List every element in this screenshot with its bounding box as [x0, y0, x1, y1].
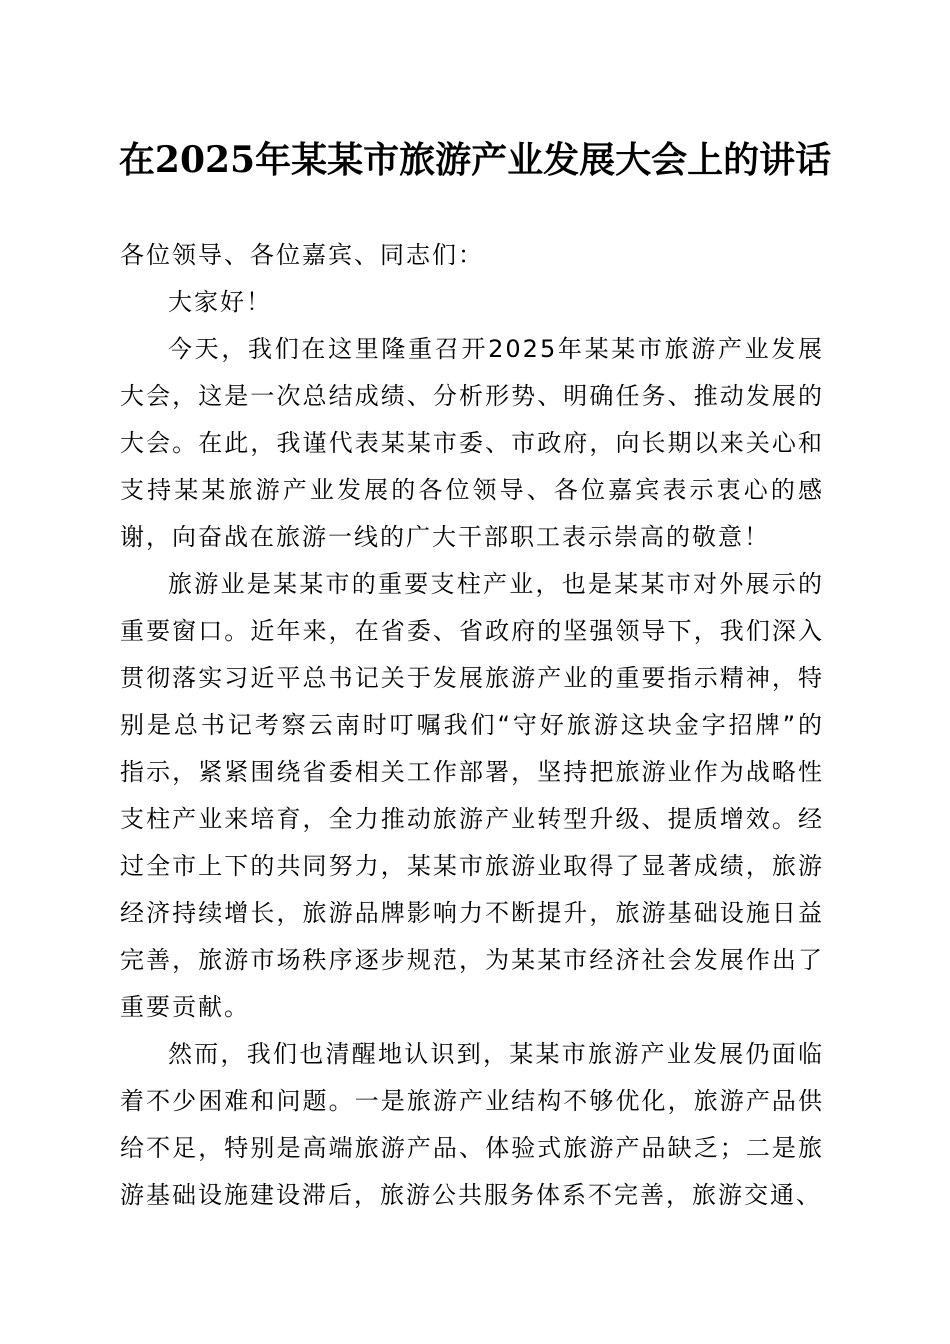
paragraph-greeting: 大家好！	[168, 288, 272, 316]
paragraph-problems: 然而，我们也清醒地认识到，某某市旅游产业发展仍面临着不少困难和问题。一是旅游产业结构不够优化，旅游产品供给不足，特别是高端旅游产品、体验式旅游产品缺乏；二是旅游基础设施建设滞后，旅游公共服务体系不完善，旅游交通、	[120, 1040, 824, 1209]
paragraph-opening: 今天，我们在这里隆重召开2025年某某市旅游产业发展大会，这是一次总结成绩、分析形势、明确任务、推动发展的大会。在此，我谨代表某某市委、市政府，向长期以来关心和支持某某旅游产业发展的各位领导、各位嘉宾表示衷心的感谢，向奋战在旅游一线的广大干部职工表示崇高的敬意！	[120, 335, 824, 551]
salutation: 各位领导、各位嘉宾、同志们：	[120, 241, 484, 269]
document-title: 在2025年某某市旅游产业发展大会上的讲话	[118, 139, 832, 181]
document-body	[120, 232, 824, 1219]
paragraph-achievements: 旅游业是某某市的重要支柱产业，也是某某市对外展示的重要窗口。近年来，在省委、省政府的坚强领导下，我们深入贯彻落实习近平总书记关于发展旅游产业的重要指示精神，特别是总书记考察云南时叮嘱我们“守好旅游这块金字招牌”的指示，紧紧围绕省委相关工作部署，坚持把旅游业作为战略性支柱产业来培育，全力推动旅游产业转型升级、提质增效。经过全市上下的共同努力，某某市旅游业取得了显著成绩，旅游经济持续增长，旅游品牌影响力不断提升，旅游基础设施日益完善，旅游市场秩序逐步规范，为某某市经济社会发展作出了重要贡献。	[120, 570, 824, 1021]
